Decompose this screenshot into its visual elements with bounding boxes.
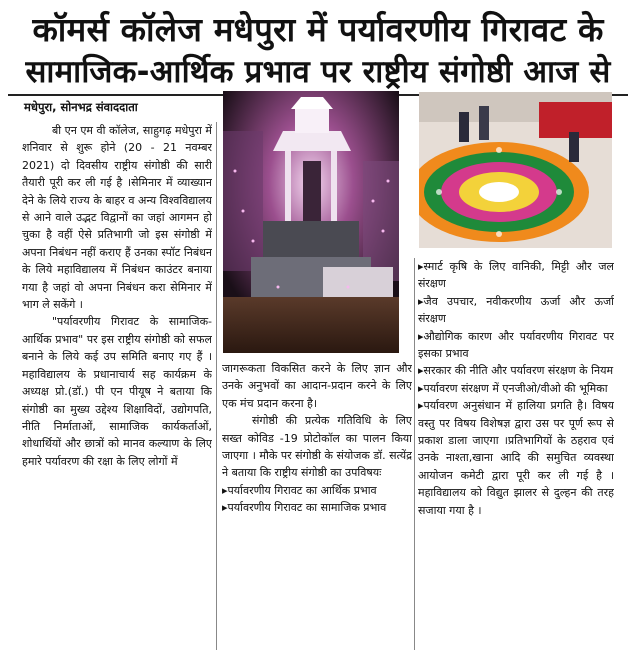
paragraph-committees: "पर्यावरणीय गिरावट के सामाजिक-आर्थिक प्रभाव" पर इस राष्ट्रीय संगोष्ठी को सफल बनाने के लिये कई उप समिति बनाए गए हैं । महाविद्यालय के प्रधानाचार्य सह कार्यक्रम के अध्यक्ष प्रो.(डॉ.) पी एन पीयूष ने बताया कि संगोष्ठी का मुख्य उद्देश्य शिक्षाविदों, उद्योगपति, नीति निर्माताओं, सामाजिक कार्यकर्ताओं, शोधार्थियों और छात्रों को मानव कल्याण के लिए हमारे पर्यावरण की रक्षा के लिए लोगों में <box>22 315 212 468</box>
column-divider <box>216 122 217 650</box>
rangoli-illustration <box>419 92 612 248</box>
subtopic-ngo-role: ▸ पर्यावरण संरक्षण में एनजीओ/वीओ की भूमिका <box>418 380 614 397</box>
article-column-2 <box>222 360 412 650</box>
headline-line-1: कॉमर्स कॉलेज मधेपुरा में पर्यावरणीय गिरावट के <box>32 10 604 49</box>
article-column-1 <box>22 122 212 650</box>
article-column-3 <box>418 258 614 650</box>
paragraph-intro: बी एन एम वी कॉलेज, साहुगढ़ मधेपुरा में शनिवार से शुरू होने (20 - 21 नवम्बर 2021) दो दिवसीय राष्ट्रीय संगोष्ठी की सारी तैयारी पूरी कर ली गई है ।सेमिनार में व्याख्यान देने के लिये राज्य के बाहर व अन्य विश्वविद्यालय से आने वाले उद्भट विद्वानों का जहां आगमन हो चुका है वहीं ऐसे प्रतिभागी जो इस संगोष्ठी में अपना निबंधन नहीं कराए हैं उनका स्पॉट निबंधन के लिये महाविद्यालय में निबंधन काउंटर बनाया गया है जहां वो अपना निबंधन करा सेमिनार में भाग ले सकेंगे । <box>22 124 212 312</box>
subtopic-smart-agriculture: ▸ स्मार्ट कृषि के लिए वानिकी, मिट्टी और जल संरक्षण <box>418 258 614 293</box>
byline: मधेपुरा, सोनभद्र संवाददाता <box>24 100 138 114</box>
paragraph-protocol: संगोष्ठी की प्रत्येक गतिविधि के लिए सख्त कोविड -19 प्रोटोकॉल का पालन किया जाएगा । मौके पर संगोष्ठी के संयोजक डॉ. सत्येंद्र ने बताया कि राष्ट्रीय संगोष्ठी का उपविषयः <box>222 414 412 480</box>
photo-illuminated-pavilion <box>223 91 399 353</box>
paragraph-purpose: जागरूकता विकसित करने के लिए ज्ञान और उनके अनुभवों का आदान-प्रदान करने के लिए एक मंच प्रदान करना है। <box>222 362 412 410</box>
subtopic-social-impact: ▸ पर्यावरणीय गिरावट का सामाजिक प्रभाव <box>222 499 412 516</box>
column-divider <box>414 258 415 650</box>
pavilion-illustration <box>223 91 399 353</box>
photo-rangoli <box>419 92 612 248</box>
subtopic-government-policy: ▸ सरकार की नीति और पर्यावरण संरक्षण के नियम <box>418 362 614 379</box>
subtopic-economic-impact: ▸ पर्यावरणीय गिरावट का आर्थिक प्रभाव <box>222 482 412 499</box>
subtopic-recent-research: ▸ पर्यावरण अनुसंधान में हालिया प्रगति है। विषय वस्तु पर विषय विशेषज्ञ द्वारा उस पर पूर्ण रूप से प्रकाश डाला जाएगा ।प्रतिभागियों के ठहराव एवं उनके नाश्ता,खाना आदि की समुचित व्यवस्था आयोजन कमेटी द्वारा पूरी कर ली गई है ।महाविद्यालय को विद्युत झालर से दुल्हन की तरह सजाया गया है । <box>418 397 614 519</box>
subtopic-bioremediation: ▸ जैव उपचार, नवीकरणीय ऊर्जा और ऊर्जा संरक्षण <box>418 293 614 328</box>
subtopic-industrial-causes: ▸ औद्योगिक कारण और पर्यावरणीय गिरावट पर इसका प्रभाव <box>418 328 614 363</box>
headline-line-2: सामाजिक-आर्थिक प्रभाव पर राष्ट्रीय संगोष्ठी आज से <box>25 54 611 90</box>
